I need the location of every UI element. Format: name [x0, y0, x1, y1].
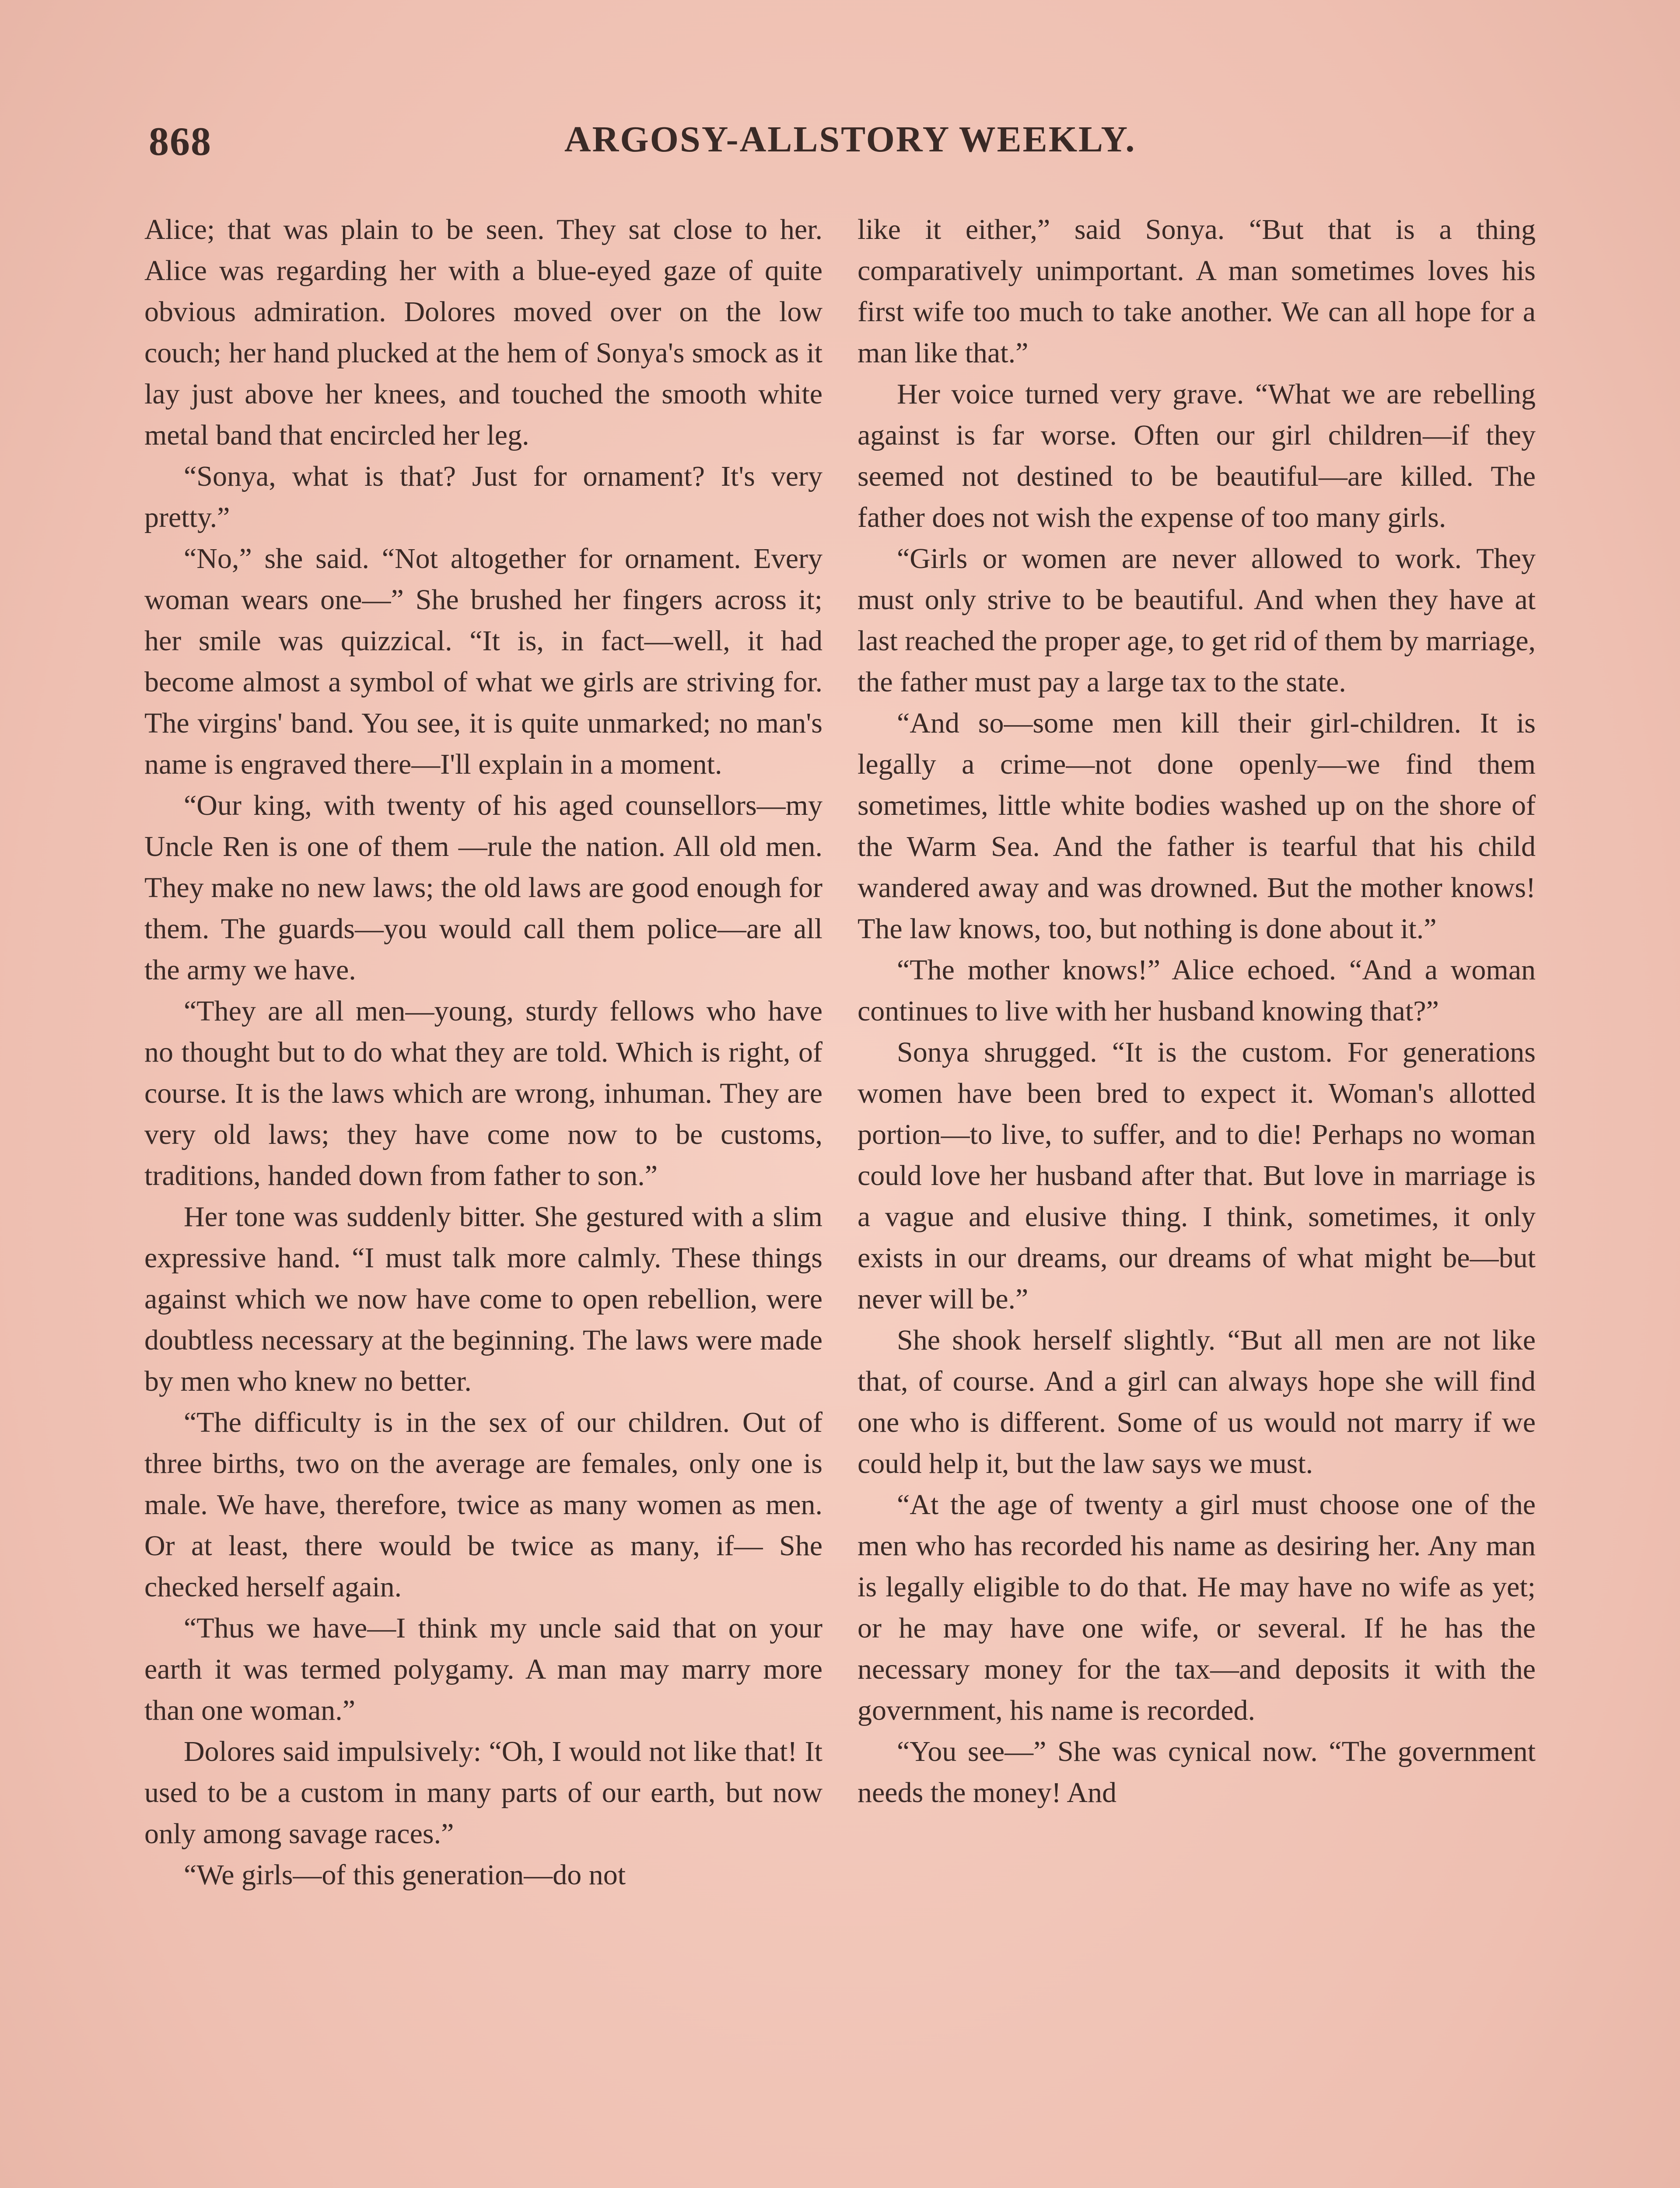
- paragraph: Sonya shrugged. “It is the custom. For generations women have been bred to expect it. Woman's allotted portion—to live, to suffer, and to die! Perhaps no woman could love her husband after that. But love in marriage is a vague and elusive thing. I think, sometimes, it only exists in our dreams, our dreams of what might be—but never will be.”: [858, 1036, 1536, 1315]
- paragraph: Dolores said impulsively: “Oh, I would not like that! It used to be a custom in many parts of our earth, but now only among savage races.”: [144, 1736, 822, 1850]
- paragraph: “Girls or women are never allowed to work. They must only strive to be beautiful. And when they have at last reached the proper age, to get rid of them by marriage, the father must pay a large tax to the state.: [858, 543, 1536, 698]
- running-title: ARGOSY-ALLSTORY WEEKLY.: [564, 119, 1136, 160]
- paragraph: Alice; that was plain to be seen. They sat close to her. Alice was regarding her with a blue-eyed gaze of quite obvious admiration. Dolores moved over on the low couch; her hand plucked at the hem of Sonya's smock as it lay just above her knees, and touched the smooth white metal band that encircled her leg.: [144, 214, 822, 451]
- paragraph: “The mother knows!” Alice echoed. “And a woman continues to live with her husband knowing that?”: [858, 954, 1536, 1027]
- paragraph: like it either,” said Sonya. “But that is a thing comparatively unimportant. A man sometimes loves his first wife too much to take another. We can all hope for a man like that.”: [858, 214, 1536, 369]
- page-header: [0, 118, 1680, 179]
- paragraph: “Thus we have—I think my uncle said that on your earth it was termed polygamy. A man may marry more than one woman.”: [144, 1612, 822, 1726]
- paragraph: She shook herself slightly. “But all men are not like that, of course. And a girl can always hope she will find one who is different. Some of us would not marry if we could help it, but the law says we must.: [858, 1324, 1536, 1480]
- left-column: [144, 209, 822, 1896]
- paragraph: Her tone was suddenly bitter. She gestured with a slim expressive hand. “I must talk more calmly. These things against which we now have come to open rebellion, were doubtless necessary at the beginning. The laws were made by men who knew no better.: [144, 1201, 822, 1397]
- right-column: [858, 209, 1536, 1813]
- paragraph: “And so—some men kill their girl-children. It is legally a crime—not done openly—we find them sometimes, little white bodies washed up on the shore of the Warm Sea. And the father is tearful that his child wandered away and was drowned. But the mother knows! The law knows, too, but nothing is done about it.”: [858, 707, 1536, 945]
- paragraph: “They are all men—young, sturdy fellows who have no thought but to do what they are told. Which is right, of course. It is the laws which are wrong, inhuman. They are very old laws; they have come now to be customs, traditions, handed down from father to son.”: [144, 995, 822, 1192]
- paragraph: “We girls—of this generation—do not: [184, 1859, 626, 1891]
- paragraph: “At the age of twenty a girl must choose one of the men who has recorded his name as desiring her. Any man is legally eligible to do that. He may have no wife as yet; or he may have one wife, or several. If he has the necessary money for the tax—and deposits it with the government, his name is recorded.: [858, 1489, 1536, 1726]
- page-number: 868: [149, 119, 212, 164]
- paragraph: “You see—” She was cynical now. “The government needs the money! And: [858, 1736, 1536, 1809]
- paragraph: “No,” she said. “Not altogether for ornament. Every woman wears one—” She brushed her fingers across it; her smile was quizzical. “It is, in fact—well, it had become almost a symbol of what we girls are striving for. The virgins' band. You see, it is quite unmarked; no man's name is engraved there—I'll explain in a moment.: [144, 543, 822, 780]
- paragraph: “Our king, with twenty of his aged counsellors—my Uncle Ren is one of them —rule the nation. All old men. They make no new laws; the old laws are good enough for them. The guards—you would call them police—are all the army we have.: [144, 789, 822, 986]
- paragraph: “The difficulty is in the sex of our children. Out of three births, two on the average are females, only one is male. We have, therefore, twice as many women as men. Or at least, there would be twice as many, if— She checked herself again.: [144, 1406, 822, 1603]
- paragraph: Her voice turned very grave. “What we are rebelling against is far worse. Often our girl children—if they seemed not destined to be beautiful—are killed. The father does not wish the expense of too many girls.: [858, 378, 1536, 533]
- paragraph: “Sonya, what is that? Just for ornament? It's very pretty.”: [144, 460, 822, 533]
